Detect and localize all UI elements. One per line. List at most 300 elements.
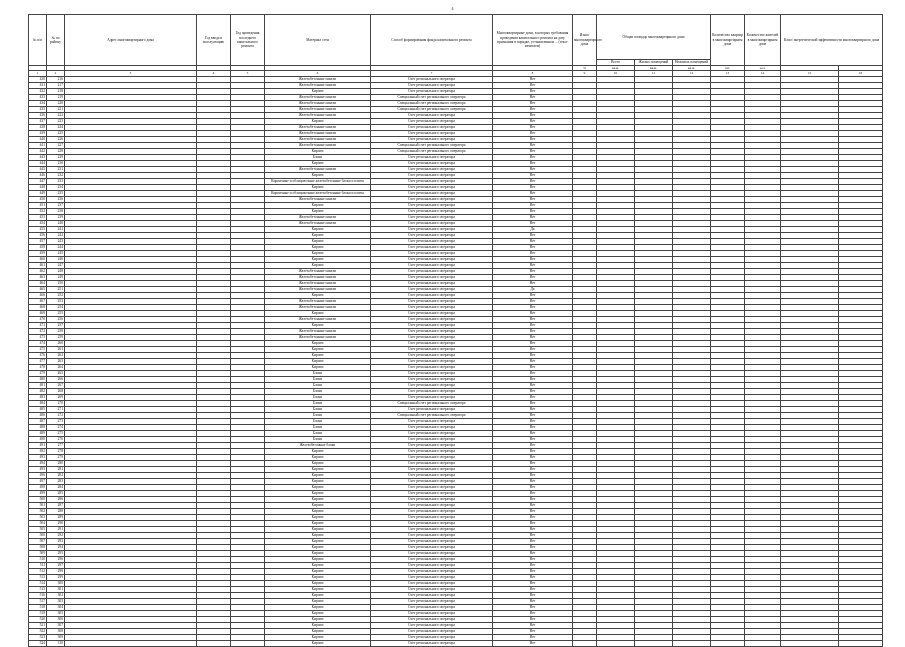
table-cell: Кирпич (265, 520, 371, 526)
table-cell: Нет (493, 316, 573, 322)
table-cell: 447 (29, 178, 47, 184)
table-cell: 218 (47, 88, 65, 94)
table-cell: Нет (493, 160, 573, 166)
table-cell: Нет (493, 430, 573, 436)
table-cell: Нет (493, 292, 573, 298)
table-cell: 445 (29, 166, 47, 172)
table-cell: Счет регионального оператора (371, 592, 493, 598)
table-cell: Нет (493, 112, 573, 118)
table-cell (745, 640, 781, 646)
table-cell: Нет (493, 394, 573, 400)
table-cell: Нет (493, 100, 573, 106)
table-cell: Счет регионального оператора (371, 178, 493, 184)
table-cell: 498 (29, 484, 47, 490)
table-cell: Нет (493, 106, 573, 112)
table-cell: Кирпич (265, 208, 371, 214)
table-cell: Счет регионального оператора (371, 472, 493, 478)
table-cell: 306 (47, 616, 65, 622)
table-cell: Кирпич (265, 172, 371, 178)
table-cell: 283 (47, 478, 65, 484)
table-cell (231, 640, 265, 646)
table-cell: 254 (47, 304, 65, 310)
table-cell: 468 (29, 304, 47, 310)
table-cell: 460 (29, 256, 47, 262)
table-cell: Железобетонные панели (265, 94, 371, 100)
header-cell-group: Общая площадь многоквартирного дома (597, 15, 711, 60)
table-cell: Нет (493, 370, 573, 376)
table-cell (197, 640, 231, 646)
header-cell: Способ формирования фонда капитального ремонта (371, 15, 493, 66)
table-cell: 474 (29, 340, 47, 346)
table-cell: 261 (47, 346, 65, 352)
table-cell: Нет (493, 220, 573, 226)
table-cell: Кирпич (265, 478, 371, 484)
column-number-cell: 10 (597, 71, 635, 76)
table-cell: 444 (29, 160, 47, 166)
table-cell: 262 (47, 352, 65, 358)
table-cell: Счет регионального оператора (371, 478, 493, 484)
header-cell: Материал стен (265, 15, 371, 66)
table-cell: 473 (29, 334, 47, 340)
table-cell: 495 (29, 466, 47, 472)
table-cell: 506 (29, 532, 47, 538)
table-cell: Кирпич (265, 472, 371, 478)
table-cell: 481 (29, 382, 47, 388)
table-cell: Счет регионального оператора (371, 574, 493, 580)
table-cell: Железобетонные панели (265, 280, 371, 286)
table-cell: 482 (29, 388, 47, 394)
table-cell: 269 (47, 394, 65, 400)
table-cell: 476 (29, 352, 47, 358)
table-cell: Счет регионального оператора (371, 394, 493, 400)
table-cell: Нет (493, 310, 573, 316)
table-cell: 433 (29, 94, 47, 100)
header-cell: Износ многоквартирного дома (573, 15, 597, 66)
column-number-cell: 4 (197, 71, 231, 76)
table-cell: 475 (29, 346, 47, 352)
table-cell: Счет регионального оператора (371, 598, 493, 604)
table-cell: 291 (47, 526, 65, 532)
table-cell: Счет регионального оператора (371, 118, 493, 124)
table-cell: 459 (29, 250, 47, 256)
table-cell: 491 (29, 442, 47, 448)
table-cell: 524 (29, 640, 47, 646)
table-cell: Нет (493, 412, 573, 418)
table-cell: Блоки (265, 424, 371, 430)
table-cell: Счет регионального оператора (371, 346, 493, 352)
table-cell: 256 (47, 316, 65, 322)
table-cell: Кирпич (265, 262, 371, 268)
table-cell: 302 (47, 592, 65, 598)
table-cell: Нет (493, 136, 573, 142)
table-cell: Нет (493, 616, 573, 622)
table-cell: 219 (47, 94, 65, 100)
table-cell (673, 640, 711, 646)
table-cell: Кирпич (265, 250, 371, 256)
table-cell: 303 (47, 598, 65, 604)
table-cell: Нет (493, 400, 573, 406)
table-cell: Нет (493, 628, 573, 634)
table-cell: Счет регионального оператора (371, 184, 493, 190)
table-cell: 251 (47, 286, 65, 292)
table-cell: Счет регионального оператора (371, 328, 493, 334)
table-cell: 280 (47, 460, 65, 466)
table-cell: Нет (493, 472, 573, 478)
table-cell: Счет регионального оператора (371, 580, 493, 586)
table-cell: 515 (29, 586, 47, 592)
table-cell: 248 (47, 268, 65, 274)
table-cell: 490 (29, 436, 47, 442)
header-subcell: Нежилых помещений (673, 60, 711, 66)
table-cell: Счет регионального оператора (371, 502, 493, 508)
table-cell: 249 (47, 274, 65, 280)
table-cell: Нет (493, 448, 573, 454)
table-cell: Счет регионального оператора (371, 136, 493, 142)
table-cell: Железобетонные панели (265, 106, 371, 112)
table-cell: Нет (493, 250, 573, 256)
table-cell: Счет регионального оператора (371, 520, 493, 526)
table-cell: 479 (29, 370, 47, 376)
table-cell: Счет регионального оператора (371, 130, 493, 136)
table-cell: Нет (493, 94, 573, 100)
table-cell: 236 (47, 196, 65, 202)
table-cell: Нет (493, 436, 573, 442)
table-cell: 434 (29, 100, 47, 106)
table-cell: 523 (29, 634, 47, 640)
table-cell: 488 (29, 424, 47, 430)
header-cell: Количество жителей в многоквартирном доме (745, 15, 781, 66)
table-cell: Железобетонные панели (265, 274, 371, 280)
table-cell (635, 640, 673, 646)
table-cell: Нет (493, 274, 573, 280)
table-cell: 299 (47, 574, 65, 580)
table-cell: Железобетонные панели (265, 304, 371, 310)
table-cell: 235 (47, 190, 65, 196)
table-cell: 259 (47, 334, 65, 340)
table-cell: 274 (47, 424, 65, 430)
table-cell: Нет (493, 502, 573, 508)
table-cell: Счет регионального оператора (371, 310, 493, 316)
table-cell (573, 640, 597, 646)
table-cell: Кирпич (265, 352, 371, 358)
table-cell: Кирпич (265, 226, 371, 232)
table-cell: 224 (47, 124, 65, 130)
table-cell: Кирпич (265, 526, 371, 532)
table-cell: Нет (493, 634, 573, 640)
table-cell: Блоки (265, 382, 371, 388)
table-cell: 308 (47, 628, 65, 634)
table-cell: Счет регионального оператора (371, 202, 493, 208)
table-cell: 252 (47, 292, 65, 298)
table-cell: Кирпич (265, 514, 371, 520)
table-cell: Кирпич (265, 466, 371, 472)
table-cell: Железобетонные панели (265, 100, 371, 106)
table-cell: Кирпич (265, 556, 371, 562)
table-cell: Нет (493, 340, 573, 346)
table-cell: Кирпич (265, 508, 371, 514)
table-cell: Блоки (265, 436, 371, 442)
table-cell: 507 (29, 538, 47, 544)
header-cell: Год проведения последнего капитального ремонта (231, 15, 265, 66)
table-cell: Кирпич (265, 292, 371, 298)
table-cell: Нет (493, 526, 573, 532)
table-cell: 233 (47, 178, 65, 184)
table-cell: Счет регионального оператора (371, 376, 493, 382)
table-cell: 270 (47, 400, 65, 406)
table-cell: Нет (493, 604, 573, 610)
table-cell: 518 (29, 604, 47, 610)
table-cell: Железобетонные панели (265, 166, 371, 172)
table-cell: 221 (47, 106, 65, 112)
table-cell: 216 (47, 76, 65, 82)
table-cell: 267 (47, 382, 65, 388)
unit-cell: шт. (711, 66, 745, 71)
table-cell: 309 (47, 634, 65, 640)
table-cell: 487 (29, 418, 47, 424)
table-cell: 484 (29, 400, 47, 406)
table-cell: Железобетонные панели (265, 268, 371, 274)
table-cell: 509 (29, 550, 47, 556)
column-number-cell: 16 (839, 71, 883, 76)
table-cell: Счет регионального оператора (371, 352, 493, 358)
table-cell: 511 (29, 562, 47, 568)
table-cell: Кирпич (265, 544, 371, 550)
table-cell: Железобетонные панели (265, 214, 371, 220)
table-cell: Нет (493, 322, 573, 328)
table-cell: Железобетонные панели (265, 196, 371, 202)
header-subcell: Жилых помещений (635, 60, 673, 66)
table-cell: Счет регионального оператора (371, 526, 493, 532)
table-cell: Железобетонные панели (265, 286, 371, 292)
table-cell: Нет (493, 622, 573, 628)
table-cell: Счет регионального оператора (371, 274, 493, 280)
table-cell: 231 (47, 166, 65, 172)
header-cell: Год ввода в эксплуатацию (197, 15, 231, 66)
table-cell: 451 (29, 202, 47, 208)
table-cell: Нет (493, 484, 573, 490)
table-cell: 432 (29, 88, 47, 94)
table-cell: Кирпич (265, 202, 371, 208)
table-cell: Счет регионального оператора (371, 334, 493, 340)
table-cell: Нет (493, 232, 573, 238)
table-cell: Счет регионального оператора (371, 382, 493, 388)
table-cell: 457 (29, 238, 47, 244)
table-cell: Счет регионального оператора (371, 88, 493, 94)
table-cell: 466 (29, 292, 47, 298)
table-cell: 266 (47, 376, 65, 382)
table-cell: Нет (493, 142, 573, 148)
table-cell: Кирпич (265, 244, 371, 250)
table-cell: Счет регионального оператора (371, 124, 493, 130)
header-cell: Адрес многоквартирного дома (65, 15, 197, 66)
table-cell: 455 (29, 226, 47, 232)
table-cell: 499 (29, 490, 47, 496)
column-number-cell: 12 (673, 71, 711, 76)
table-cell: Кирпич (265, 610, 371, 616)
table-cell: Счет регионального оператора (371, 640, 493, 646)
table-cell: Нет (493, 508, 573, 514)
table-cell: 501 (29, 502, 47, 508)
table-cell: 480 (29, 376, 47, 382)
table-cell: Кирпич (265, 616, 371, 622)
table-cell: Кирпич (265, 148, 371, 154)
table-cell: 502 (29, 508, 47, 514)
table-cell: Нет (493, 196, 573, 202)
table-cell: 305 (47, 610, 65, 616)
table-cell: 239 (47, 214, 65, 220)
table-cell: 462 (29, 268, 47, 274)
table-cell: Счет регионального оператора (371, 442, 493, 448)
table-cell: Кирпич (265, 538, 371, 544)
column-number-cell: 15 (781, 71, 839, 76)
table-cell: Нет (493, 466, 573, 472)
table-cell: Счет регионального оператора (371, 562, 493, 568)
table-cell: Железобетонные панели (265, 334, 371, 340)
table-cell: 437 (29, 118, 47, 124)
table-cell: Нет (493, 88, 573, 94)
table-cell: Блоки (265, 430, 371, 436)
table-cell: 276 (47, 436, 65, 442)
table-cell: 508 (29, 544, 47, 550)
table-cell: Кирпич (265, 160, 371, 166)
header-cell: Класс энергетической эффективности многоквартирного дома (781, 15, 883, 66)
table-cell: Специальный счет регионального оператора (371, 148, 493, 154)
table-cell: Нет (493, 214, 573, 220)
table-cell: Счет регионального оператора (371, 454, 493, 460)
table-cell: Кирпич (265, 322, 371, 328)
table-cell: Кирпичные и облицовочные железобетонные блоки и плиты (265, 178, 371, 184)
table-cell: 220 (47, 100, 65, 106)
table-cell: 514 (29, 580, 47, 586)
table-cell: Счет регионального оператора (371, 490, 493, 496)
table-cell: Счет регионального оператора (371, 286, 493, 292)
table-cell: 243 (47, 238, 65, 244)
table-cell: Счет регионального оператора (371, 340, 493, 346)
table-cell: Специальный счет регионального оператора (371, 142, 493, 148)
table-cell: 494 (29, 460, 47, 466)
table-cell: Кирпич (265, 562, 371, 568)
table-cell: Кирпич (265, 118, 371, 124)
table-cell: 288 (47, 508, 65, 514)
table-cell: Блоки (265, 418, 371, 424)
table-cell: 435 (29, 106, 47, 112)
table-cell: Нет (493, 388, 573, 394)
table-cell: 250 (47, 280, 65, 286)
table-cell: Нет (493, 298, 573, 304)
table-cell: Специальный счет регионального оператора (371, 106, 493, 112)
table-cell: Нет (493, 262, 573, 268)
table-cell: 496 (29, 472, 47, 478)
table-cell: Кирпич (265, 598, 371, 604)
table-cell: Нет (493, 208, 573, 214)
table-cell: Нет (493, 550, 573, 556)
table-cell: Нет (493, 538, 573, 544)
table-cell: Нет (493, 244, 573, 250)
table-cell: 272 (47, 412, 65, 418)
table-cell: Нет (493, 490, 573, 496)
table-cell: Счет регионального оператора (371, 298, 493, 304)
table-cell: Кирпич (265, 568, 371, 574)
table-cell: 297 (47, 562, 65, 568)
table-cell: Нет (493, 346, 573, 352)
table-cell: Счет регионального оператора (371, 154, 493, 160)
table-cell: Кирпич (265, 496, 371, 502)
table-cell: 301 (47, 586, 65, 592)
table-cell: Нет (493, 268, 573, 274)
table-cell: Нет (493, 184, 573, 190)
table-cell: 304 (47, 604, 65, 610)
table-cell (781, 640, 839, 646)
table-cell: 247 (47, 262, 65, 268)
table-cell: 241 (47, 226, 65, 232)
table-cell: Счет регионального оператора (371, 172, 493, 178)
table-cell: Кирпич (265, 88, 371, 94)
table-cell: Кирпич (265, 484, 371, 490)
table-cell: Специальный счет регионального оператора (371, 94, 493, 100)
table-cell: Железобетонные панели (265, 136, 371, 142)
table-cell: Нет (493, 154, 573, 160)
table-cell: Счет регионального оператора (371, 430, 493, 436)
table-cell: Железобетонные панели (265, 124, 371, 130)
table-row (29, 640, 883, 646)
table-cell: Блоки (265, 394, 371, 400)
table-cell (65, 640, 197, 646)
table-cell: Нет (493, 460, 573, 466)
table-cell: Блоки (265, 406, 371, 412)
table-cell: 503 (29, 514, 47, 520)
table-cell: Блоки (265, 376, 371, 382)
table-cell: 217 (47, 82, 65, 88)
table-cell: Счет регионального оператора (371, 448, 493, 454)
table-cell: Кирпич (265, 340, 371, 346)
table-cell: Нет (493, 562, 573, 568)
table-cell: 294 (47, 544, 65, 550)
header-cell: Количество квартир в многоквартирном доме (711, 15, 745, 66)
table-cell: Кирпич (265, 184, 371, 190)
table-cell: Нет (493, 580, 573, 586)
table-cell: Нет (493, 454, 573, 460)
table-cell: Счет регионального оператора (371, 214, 493, 220)
table-cell: Счет регионального оператора (371, 628, 493, 634)
table-cell: 471 (29, 322, 47, 328)
table-cell: 307 (47, 622, 65, 628)
table-cell: Нет (493, 172, 573, 178)
table-cell: Железобетонные панели (265, 142, 371, 148)
table-cell: Блоки (265, 400, 371, 406)
column-number-cell: 13 (711, 71, 745, 76)
table-cell: 237 (47, 202, 65, 208)
table-cell: Кирпич (265, 580, 371, 586)
table-cell: Кирпич (265, 346, 371, 352)
table-cell: 438 (29, 124, 47, 130)
header-cell: Многоквартирные дома, в которых требования проведения капитального ремонта на дату признания в порядке, установленном ... (текст нечитаем) (493, 15, 573, 66)
table-cell: 242 (47, 232, 65, 238)
table-cell: 456 (29, 232, 47, 238)
table-cell: Счет регионального оператора (371, 436, 493, 442)
table-cell: Нет (493, 358, 573, 364)
table-cell: Счет регионального оператора (371, 496, 493, 502)
table-cell: 458 (29, 244, 47, 250)
table-cell: Кирпич (265, 634, 371, 640)
table-cell: Счет регионального оператора (371, 544, 493, 550)
table-cell: Счет регионального оператора (371, 250, 493, 256)
table-cell (839, 640, 883, 646)
table-cell: 464 (29, 280, 47, 286)
table-cell: Счет регионального оператора (371, 586, 493, 592)
table-cell: Счет регионального оператора (371, 280, 493, 286)
table-cell: 310 (47, 640, 65, 646)
header-subcell: Всего (597, 60, 635, 66)
